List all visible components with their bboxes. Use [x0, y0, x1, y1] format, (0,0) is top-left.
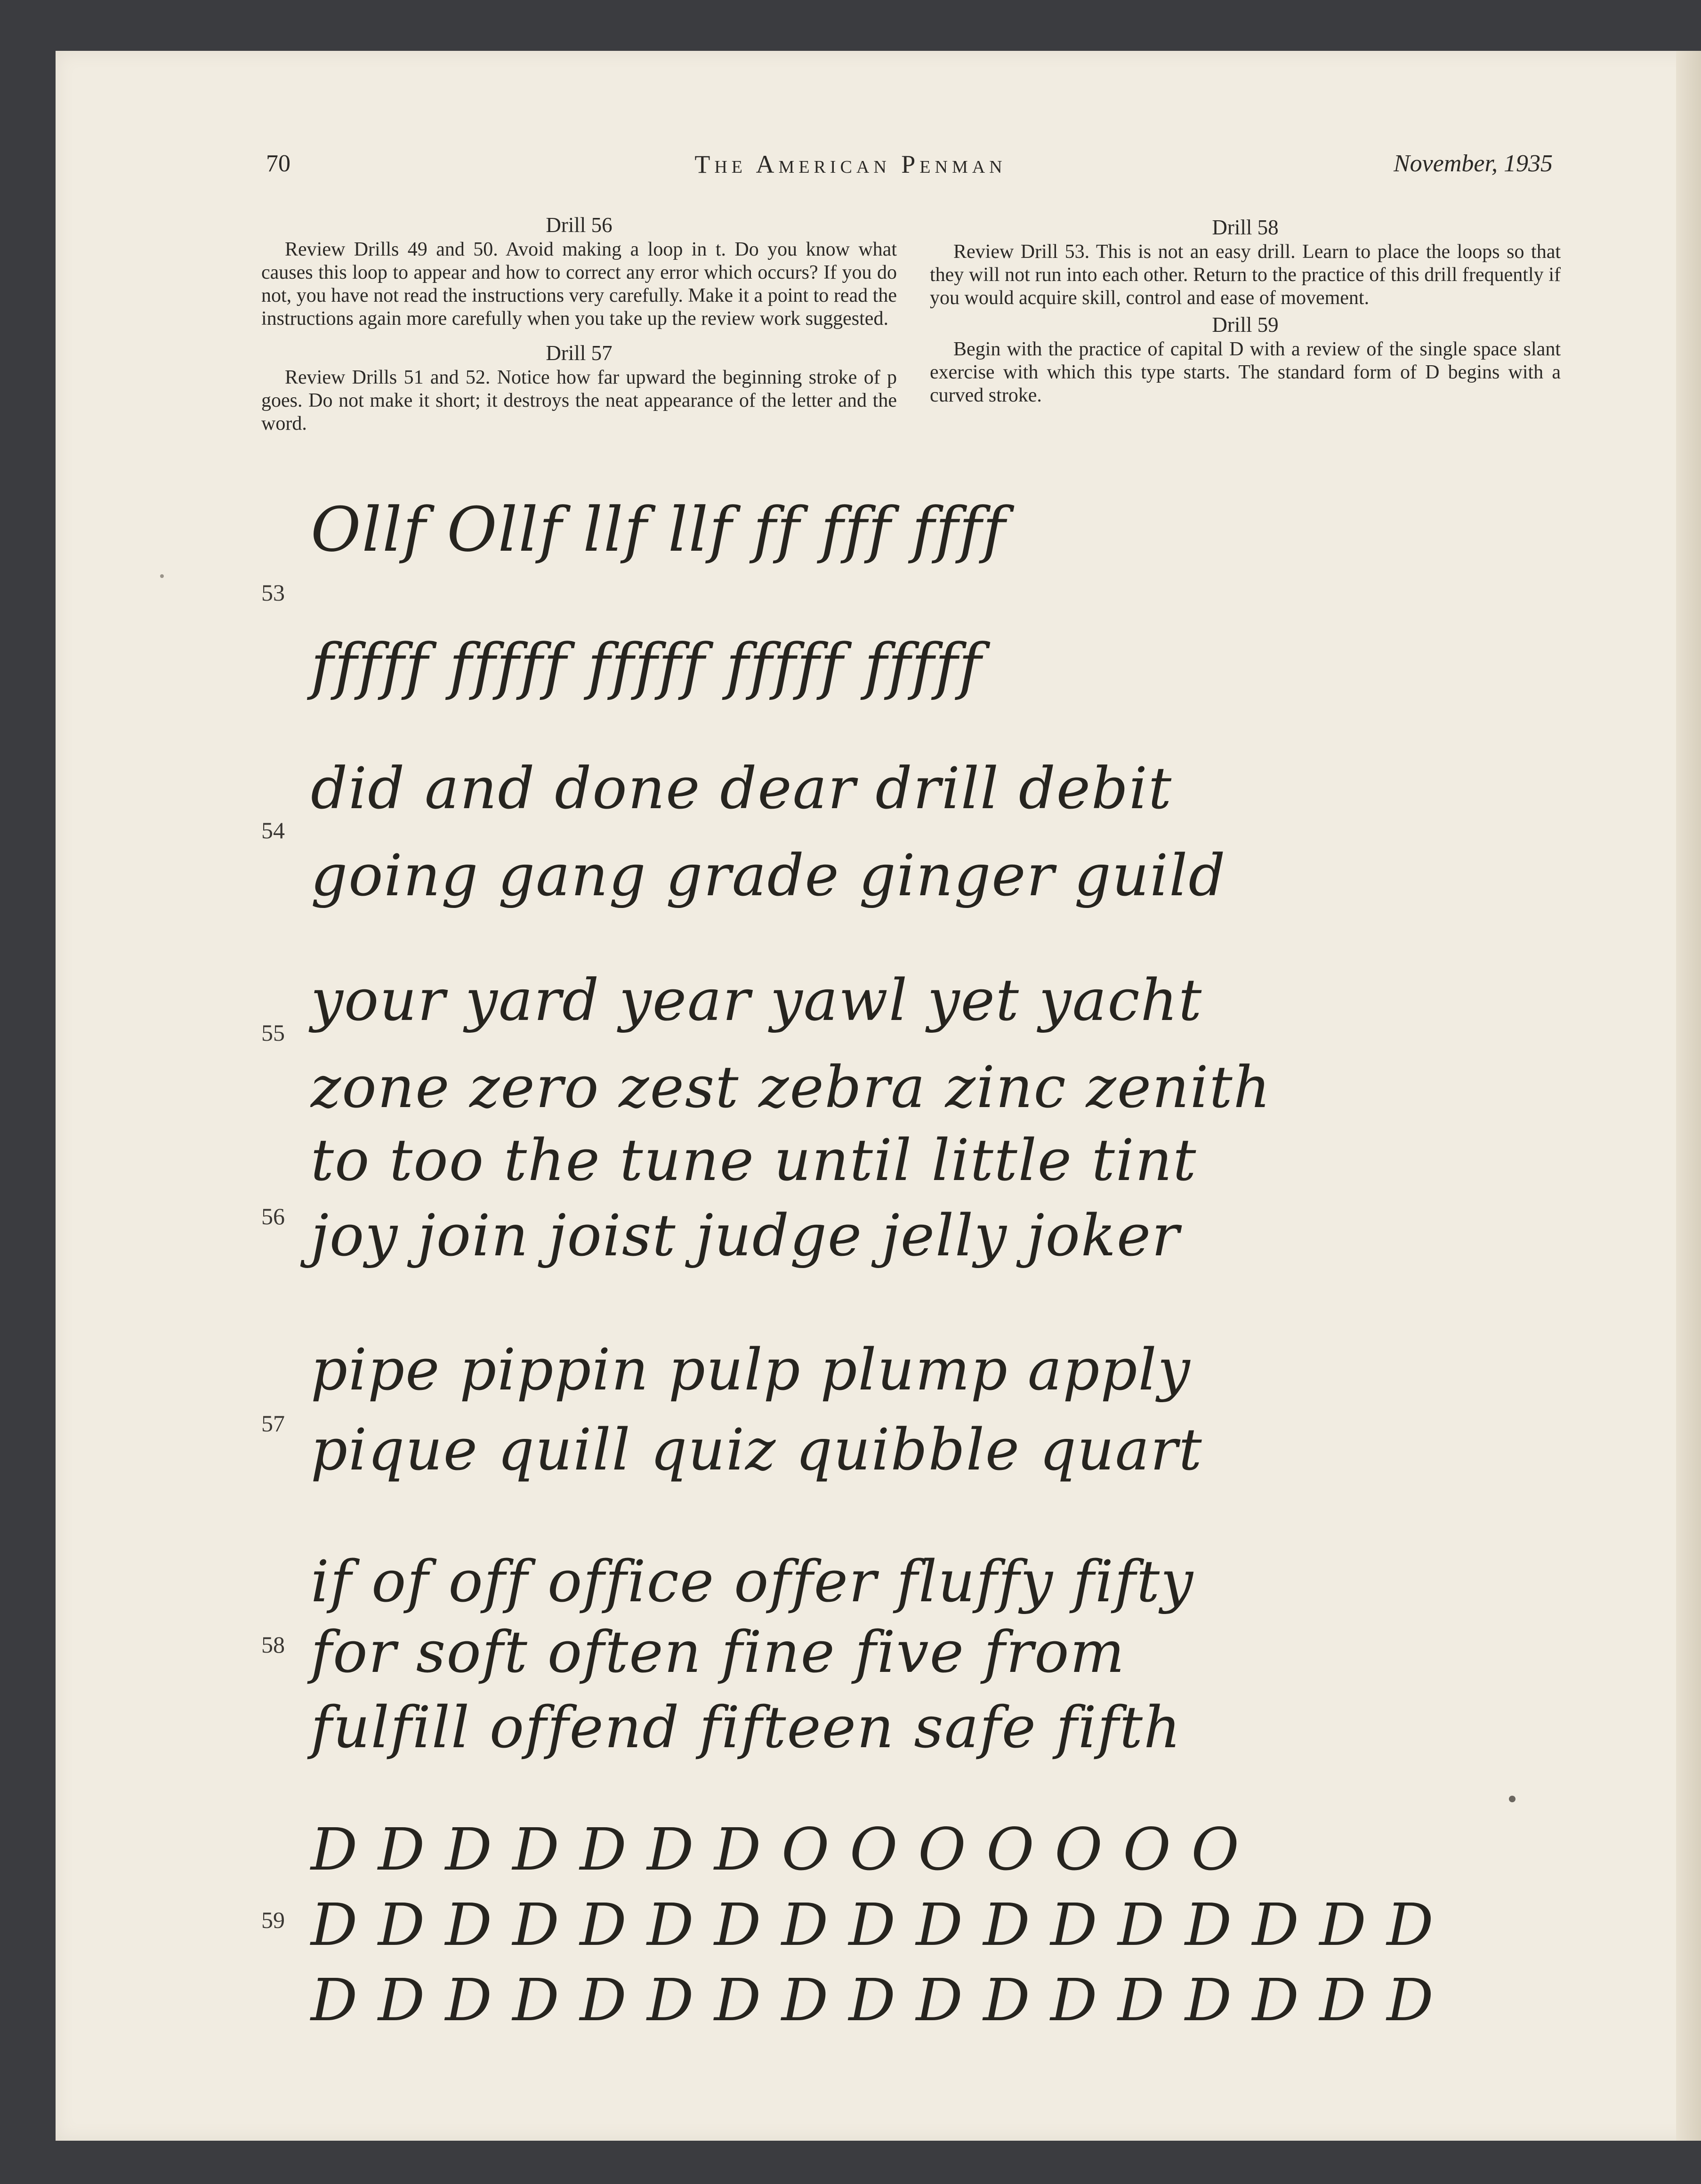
ink-speck [160, 574, 164, 578]
script-line: to too the tune until little tint [311, 1127, 1197, 1194]
drill-number: 55 [261, 1020, 285, 1046]
drill-number: 56 [261, 1203, 285, 1229]
script-line: pipe pippin pulp plump apply [311, 1336, 1191, 1403]
journal-title: The American Penman [694, 150, 1007, 178]
script-line: for soft often fine five from [311, 1619, 1126, 1686]
script-line: did and done dear drill debit [311, 755, 1173, 822]
drill-number: 59 [261, 1907, 285, 1933]
drill-instructions: Begin with the practice of capital D with a review of the single space slant exercise with which this type starts. The standard form of D begins with a curved stroke. [930, 338, 1561, 406]
drill-instructions: Review Drill 53. This is not an easy drill. Learn to place the loops so that they will not run into each other. Return to the practice of this drill frequently if you would acquire skill, control and ease of movement. [930, 241, 1561, 309]
page-number: 70 [266, 150, 290, 177]
issue-date: November, 1935 [1394, 150, 1553, 177]
right-instruction-column [930, 214, 1561, 407]
drill-number: 58 [261, 1631, 285, 1658]
script-line: zone zero zest zebra zinc zenith [311, 1054, 1272, 1121]
script-line: Ollf Ollf llf llf ff fff ffff [311, 494, 1007, 565]
script-line: going gang grade ginger guild [311, 842, 1226, 909]
drill-number: 53 [261, 579, 285, 606]
drill-heading: Drill 57 [546, 341, 613, 365]
script-line: D D D D D D D D D D D D D D D D D [311, 1967, 1435, 2034]
script-line: if of off office offer fluffy fifty [311, 1548, 1194, 1615]
script-line: fulfill offend fifteen safe fifth [311, 1694, 1182, 1761]
left-instruction-column [261, 212, 897, 435]
drill-instructions: Review Drills 51 and 52. Notice how far upward the beginning stroke of p goes. Do not make it short; it destroys the neat appearance of the letter and the word. [261, 367, 897, 434]
script-line: D D D D D D D O O O O O O O [311, 1816, 1240, 1884]
drill-instructions: Review Drills 49 and 50. Avoid making a loop in t. Do you know what causes this loop to appear and how to correct any error which occurs? If you do not, you have not read the instructions very carefully. Make it a point to read the instructions again more carefully when you take up the review work suggested. [261, 239, 897, 329]
facing-page-edge [1676, 51, 1701, 2141]
drill-number: 54 [261, 817, 285, 843]
script-line: joy join joist judge jelly joker [311, 1202, 1180, 1269]
script-line: your yard year yawl yet yacht [311, 967, 1203, 1034]
ink-speck [1509, 1796, 1516, 1802]
script-line: pique quill quiz quibble quart [311, 1416, 1203, 1483]
drill-heading: Drill 59 [1212, 313, 1279, 337]
script-line: fffff fffff fffff fffff fffff [311, 630, 983, 702]
drill-number: 57 [261, 1410, 285, 1437]
script-line: D D D D D D D D D D D D D D D D D [311, 1891, 1435, 1959]
drill-heading: Drill 56 [546, 213, 613, 237]
drill-heading: Drill 58 [1212, 216, 1279, 239]
